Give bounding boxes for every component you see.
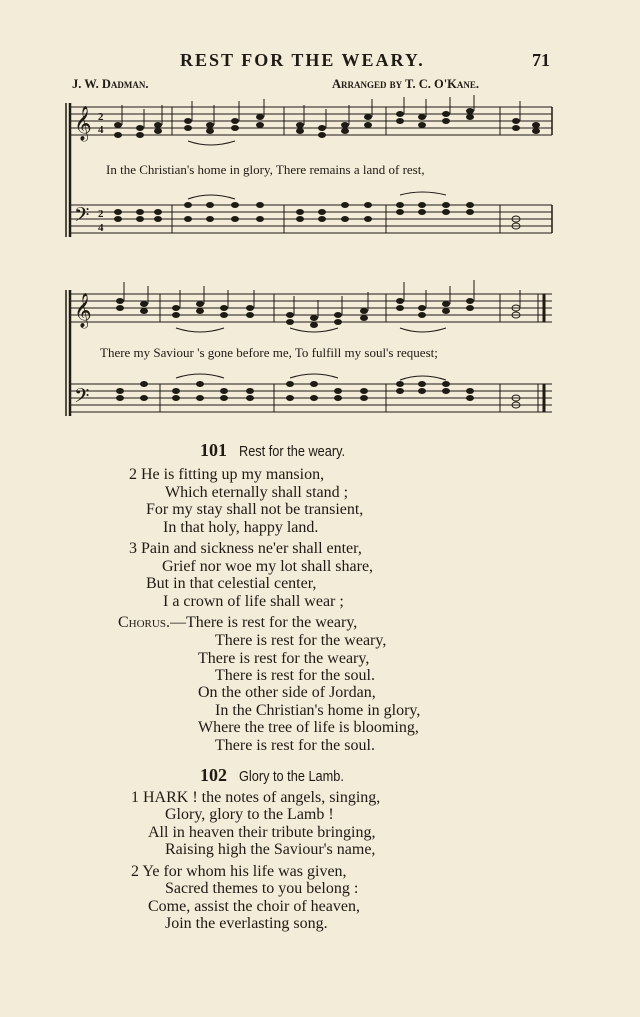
- running-head: [0, 50, 640, 74]
- verse-line: There is rest for the weary,: [215, 632, 387, 649]
- hymn-tune-name: Rest for the weary.: [239, 443, 346, 460]
- svg-text:𝄢: 𝄢: [74, 384, 90, 412]
- verse-line: I a crown of life shall wear ;: [163, 593, 344, 610]
- verse-line: 1 HARK ! the notes of angels, singing,: [131, 789, 381, 806]
- verse-line: 2 Ye for whom his life was given,: [131, 863, 347, 880]
- verse-line: Which eternally shall stand ;: [165, 484, 349, 501]
- hymn-101-heading: [200, 440, 364, 461]
- svg-text:𝄞: 𝄞: [74, 106, 92, 141]
- verse-line: Raising high the Saviour's name,: [165, 841, 376, 858]
- verse-line: Where the tree of life is blooming,: [198, 719, 419, 736]
- hymn-number: 101: [200, 440, 227, 460]
- verse-line: But in that celestial center,: [146, 575, 317, 592]
- page-title: REST FOR THE WEARY.: [180, 50, 425, 70]
- svg-text:2: 2: [98, 208, 104, 220]
- svg-text:𝄢: 𝄢: [74, 203, 90, 231]
- svg-text:4: 4: [98, 124, 104, 136]
- svg-text:𝄞: 𝄞: [74, 293, 92, 328]
- verse-line: All in heaven their tribute bringing,: [148, 824, 376, 841]
- arranger-credit: Arranged by T. C. O'Kane.: [332, 77, 480, 91]
- verse-line: Join the everlasting song.: [165, 915, 328, 932]
- verse-line: There is rest for the weary,: [198, 650, 370, 667]
- svg-text:4: 4: [98, 222, 104, 234]
- lyric-line-2: There my Saviour 's gone before me, To fulfill my soul's request;: [100, 345, 438, 360]
- verse-line: In that holy, happy land.: [163, 519, 319, 536]
- verse-line: For my stay shall not be transient,: [146, 501, 364, 518]
- verse-line: 2 He is fitting up my mansion,: [129, 466, 325, 483]
- composer-credit: J. W. Dadman.: [72, 77, 149, 91]
- lyric-line-1: In the Christian's home in glory, There remains a land of rest,: [106, 162, 425, 177]
- hymn-tune-name: Glory to the Lamb.: [239, 768, 344, 785]
- hymn-102-heading: [200, 765, 362, 786]
- verse-line: —There is rest for the weary,: [169, 614, 358, 631]
- verse-line: Come, assist the choir of heaven,: [148, 898, 360, 915]
- verse-line: Sacred themes to you belong :: [165, 880, 359, 897]
- svg-text:2: 2: [98, 111, 104, 123]
- verse-line: On the other side of Jordan,: [198, 684, 376, 701]
- verse-line: 3 Pain and sickness ne'er shall enter,: [129, 540, 362, 557]
- verse-line: In the Christian's home in glory,: [215, 702, 421, 719]
- page-number: 71: [532, 50, 550, 70]
- hymn-number: 102: [200, 765, 227, 785]
- chorus-first-line: [118, 614, 357, 632]
- verse-line: Glory, glory to the Lamb !: [165, 806, 334, 823]
- verse-line: Grief nor woe my lot shall share,: [162, 558, 374, 575]
- verse-line: There is rest for the soul.: [215, 737, 375, 754]
- verse-line: There is rest for the soul.: [215, 667, 375, 684]
- chorus-label: Chorus.: [118, 614, 170, 631]
